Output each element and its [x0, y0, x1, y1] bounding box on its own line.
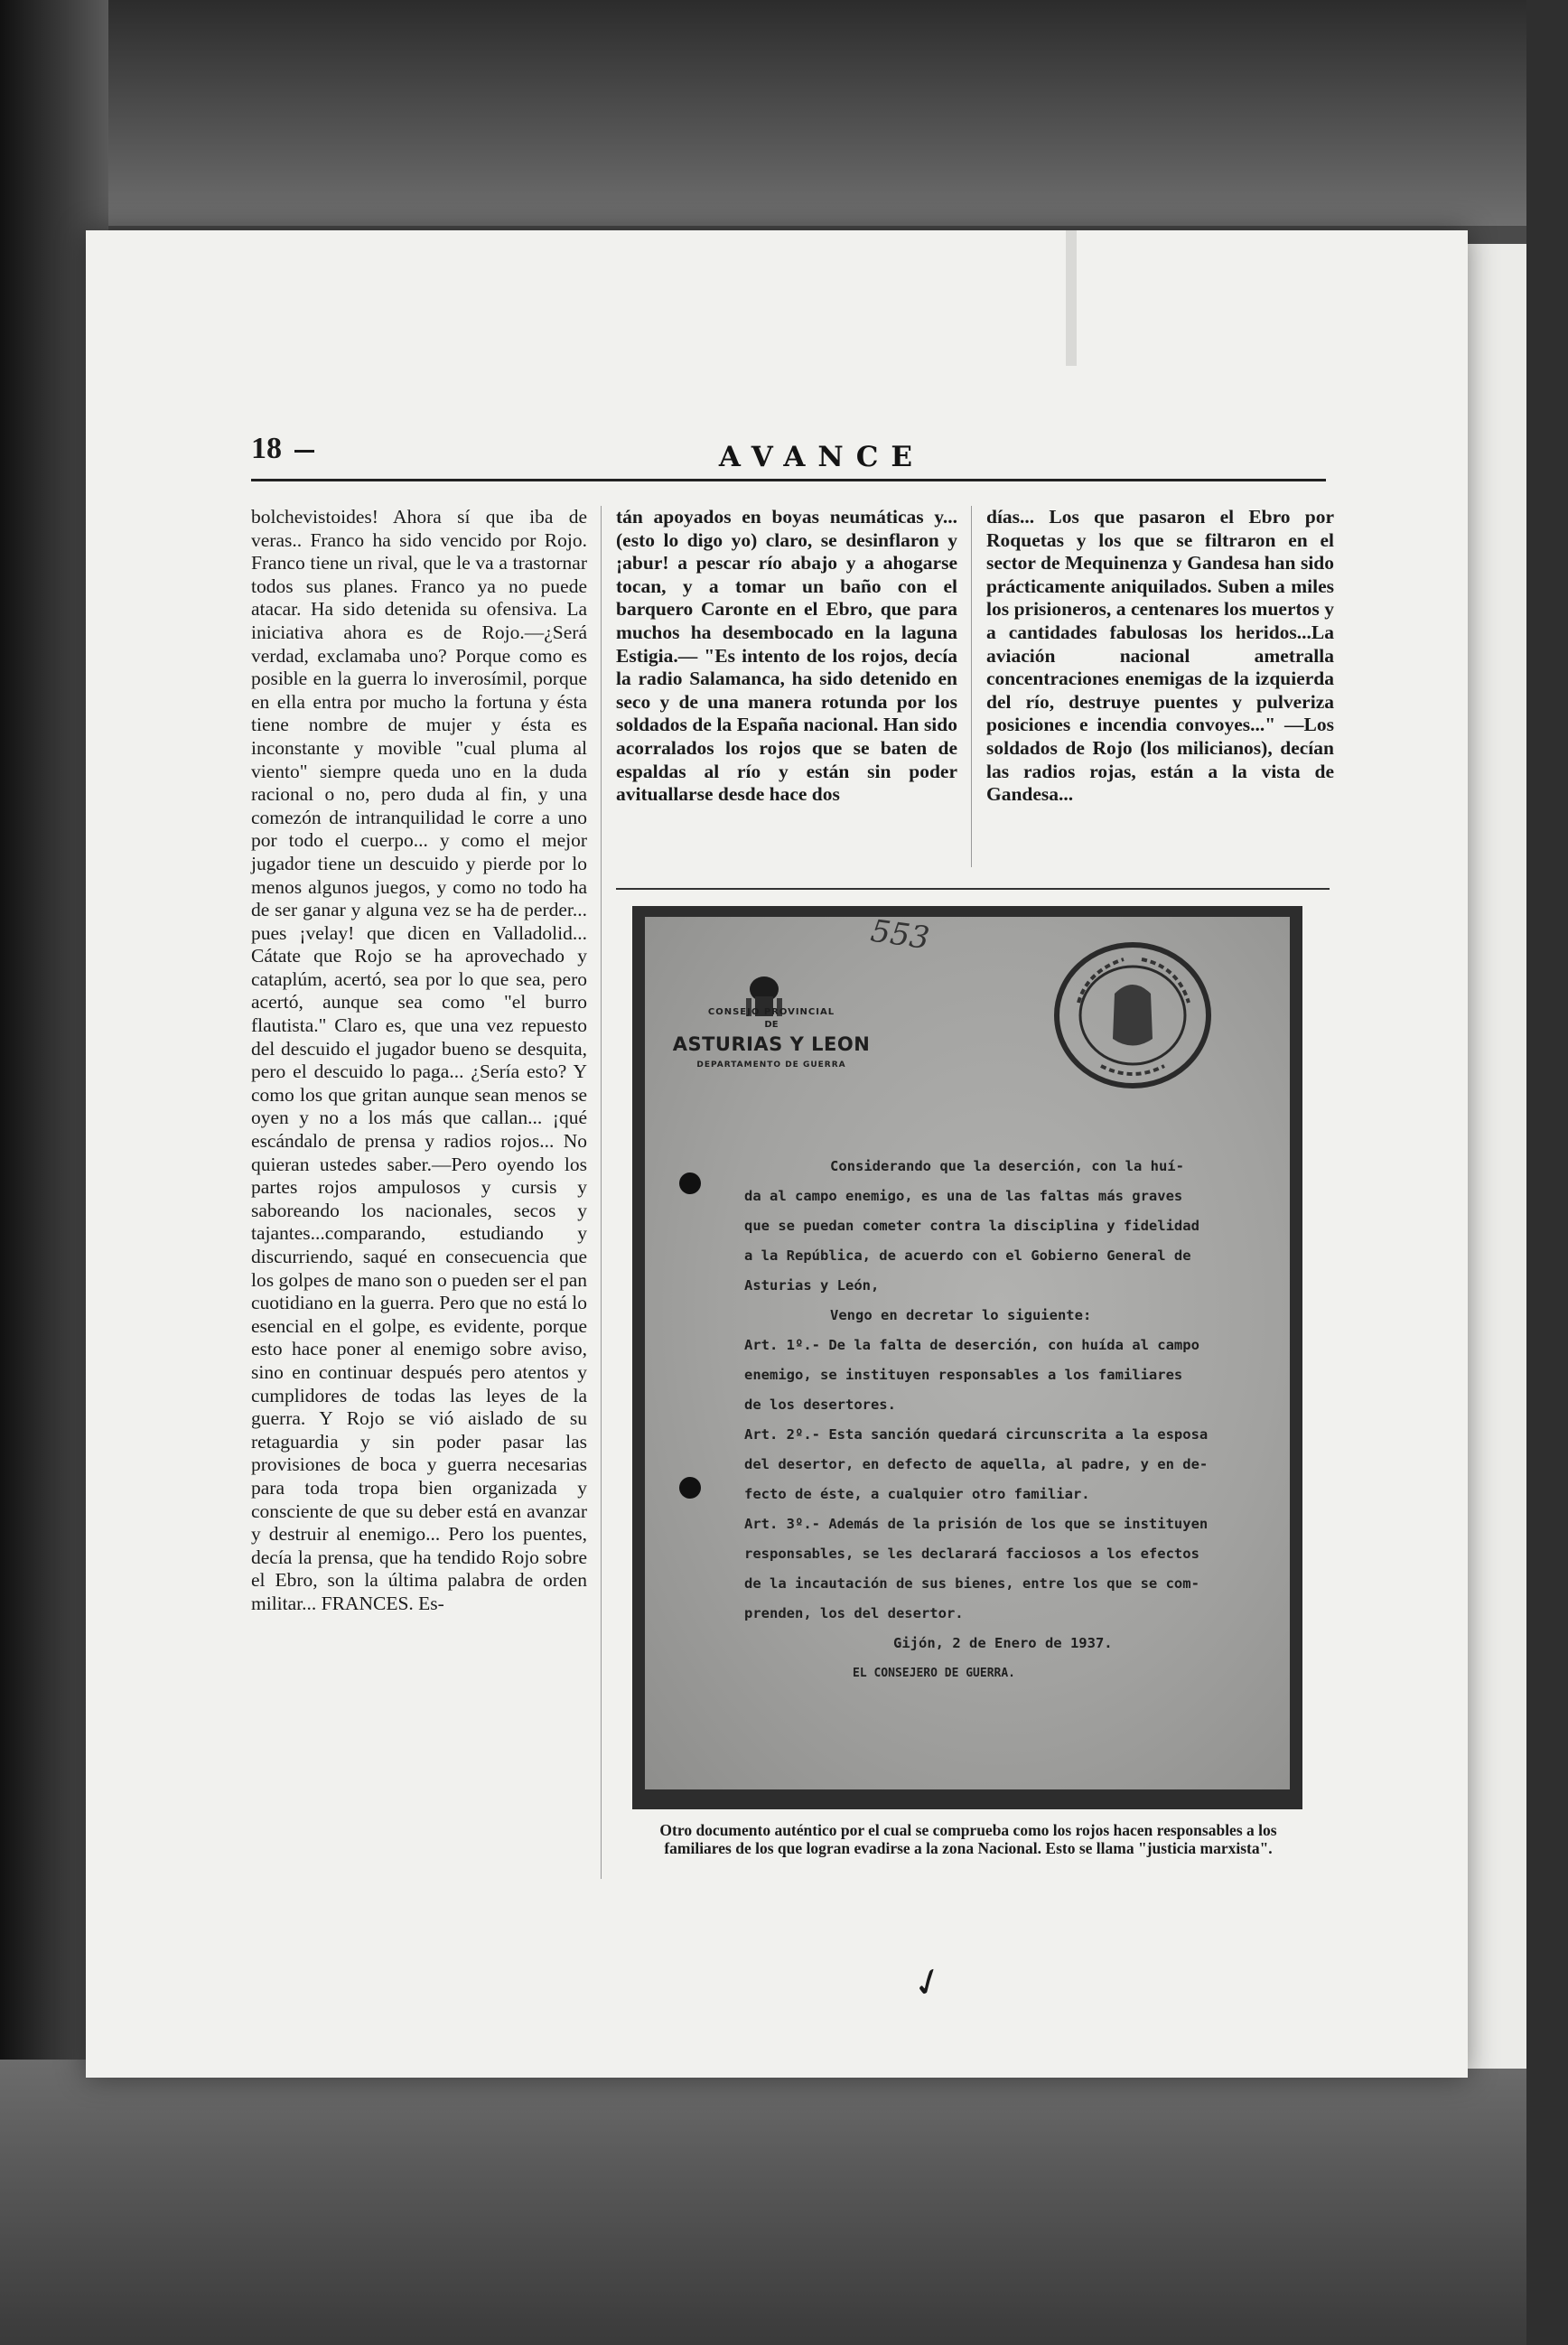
letterhead-line-4: DEPARTAMENTO DE GUERRA — [696, 1060, 846, 1070]
decree-line: prenden, los del desertor. — [744, 1605, 964, 1621]
film-border-top — [0, 0, 1568, 226]
decree-line: del desertor, en defecto de aquella, al padre, y en de- — [744, 1456, 1209, 1472]
photo-caption: Otro documento auténtico por el cual se comprueba como los rojos hacen responsables a los familiares de los que logran evadirse a la zona Nacional. Esto se llama "justicia marxista". — [659, 1821, 1277, 1857]
decree-line: de la incautación de sus bienes, entre los que se com- — [744, 1575, 1199, 1592]
article-column-2: tán apoyados en boyas neumáticas y... (esto lo digo yo) claro, se desinflaron y ¡abur! a pescar río abajo y a ahogarse tocan, y a tomar un baño con el barquero Caronte en el Ebro, que para muchos ha desembocado en la laguna Estigia.— "Es intento de los rojos, decía la radio Salamanca, ha sido detenido en seco y de una manera rotunda por los soldados de la España nacional. Han sido acorralados los rojos que se baten de espaldas al río y están sin poder avituallarse desde hace dos — [616, 506, 957, 806]
page-number: 18 — [251, 432, 282, 465]
handwritten-number: 553 — [868, 912, 932, 958]
film-border-bottom — [0, 2060, 1568, 2345]
page-number-dash — [294, 450, 314, 453]
decree-line: a la República, de acuerdo con el Gobierno General de — [744, 1247, 1191, 1264]
decree-line: de los desertores. — [744, 1397, 896, 1413]
article-column-1: bolchevistoides! Ahora sí que iba de veras.. Franco ha sido vencido por Rojo. Franco tiene un rival, que le va a trastornar todos sus planes. Franco ya no puede atacar. Ha sido detenida su ofensiva. La iniciativa ahora es de Rojo.—¿Será verdad, exclamaba uno? Porque como es posible en la guerra lo inverosímil, porque en ella entra por mucho la fortuna y ésta tiene nombre de mujer y ésta es inconstante y movible "cual pluma al viento" siempre queda uno en la duda racional o no, pero duda al fin, y una comezón de intranquilidad le corre a uno por todo el cuerpo... y como el mejor jugador tiene un descuido y pierde por lo menos algunos juegos, y como no todo ha de ser ganar y alguna vez se ha de perder... pues ¡velay! que dicen en Valladolid... Cátate que Rojo se ha aprovechado y cataplúm, acertó, sea por lo que sea, pero acertó, aunque sea como "el burro flautista." Claro es, que una vez repuesto del descuido el jugador bueno se desquita, pero el descuido lo paga... ¿Sería esto? Y como los que gritan aunque sean menos se oyen y no a los más que callan... ¡qué escándalo de prensa y radios rojos... No quieran ustedes saber.—Pero oyendo los partes rojos ampulosos y cursis y saboreando los nacionales, secos y tajantes...comparando, estudiando y discurriendo, saqué en consecuencia que los golpes de mano son o pueden ser el pan cuotidiano en la guerra. Pero que no está lo esencial en el golpe, es evidente, porque esto hace poner al enemigo sobre aviso, sino en continuar después pero atentos y cumplidores de todas las leyes de la guerra. Y Rojo se vió aislado de su retaguardia y sin poder pasar las provisiones de boca y guerra necesarias para toda tropa bien organizada y consciente de que su deber está en avanzar y destruir al enemigo... Pero los puentes, decía la prensa, que ha tendido Rojo sobre el Ebro, son la última palabra de orden militar... FRANCES. Es- — [251, 506, 587, 1614]
decree-line: enemigo, se instituyen responsables a los familiares — [744, 1367, 1183, 1383]
official-seal-stamp — [1051, 939, 1214, 1091]
decree-line: Considerando que la deserción, con la huí- — [830, 1158, 1184, 1174]
section-rule — [616, 888, 1330, 890]
decree-article-3: Art. 3º.- Además de la prisión de los que se instituyen — [744, 1516, 1209, 1532]
column-divider-1 — [601, 506, 602, 1879]
letterhead-line-2: DE — [764, 1020, 779, 1030]
photographed-document — [645, 912, 1290, 1789]
adjacent-page-edge — [1465, 244, 1526, 2069]
decree-line: da al campo enemigo, es una de las faltas más graves — [744, 1188, 1183, 1204]
decree-line: Vengo en decretar lo siguiente: — [830, 1307, 1092, 1323]
masthead-title: AVANCE — [718, 441, 926, 473]
decree-article-1: Art. 1º.- De la falta de deserción, con huída al campo — [744, 1337, 1199, 1353]
film-border-right — [1526, 0, 1568, 2345]
header-rule — [251, 479, 1326, 481]
column-divider-2 — [971, 506, 972, 867]
document-letterhead — [667, 1007, 875, 1070]
decree-line: que se puedan cometer contra la disciplina y fidelidad — [744, 1218, 1199, 1234]
decree-line: fecto de éste, a cualquier otro familiar. — [744, 1486, 1090, 1502]
decree-line: responsables, se les declarará facciosos a los efectos — [744, 1546, 1199, 1562]
page-fold — [1066, 230, 1077, 366]
decree-line: Asturias y León, — [744, 1277, 880, 1294]
decree-text — [744, 1152, 1277, 1688]
letterhead-line-3: ASTURIAS Y LEON — [672, 1033, 871, 1055]
decree-article-2: Art. 2º.- Esta sanción quedará circunscrita a la esposa — [744, 1426, 1209, 1443]
decree-signature: EL CONSEJERO DE GUERRA. — [853, 1667, 1016, 1680]
decree-date: Gijón, 2 de Enero de 1937. — [893, 1635, 1113, 1651]
document-photograph — [632, 906, 1302, 1809]
punch-hole-top — [679, 1172, 701, 1194]
punch-hole-bottom — [679, 1477, 701, 1499]
stray-ink-mark-icon: ✓ — [905, 1956, 951, 2009]
article-column-3: días... Los que pasaron el Ebro por Roquetas y los que se filtraron en el sector de Mequinenza y Gandesa han sido prácticamente aniquilados. Suben a miles los prisioneros, a centenares los muertos y a cantidades fabulosas los heridos...La aviación nacional ametralla concentraciones enemigas de la izquierda del río, destruye puentes y pulveriza posiciones e incendia convoyes..." —Los soldados de Rojo (los milicianos), decían las radios rojas, están a la vista de Gandesa... — [986, 506, 1334, 806]
letterhead-line-1: CONSEJO PROVINCIAL — [707, 1007, 835, 1017]
